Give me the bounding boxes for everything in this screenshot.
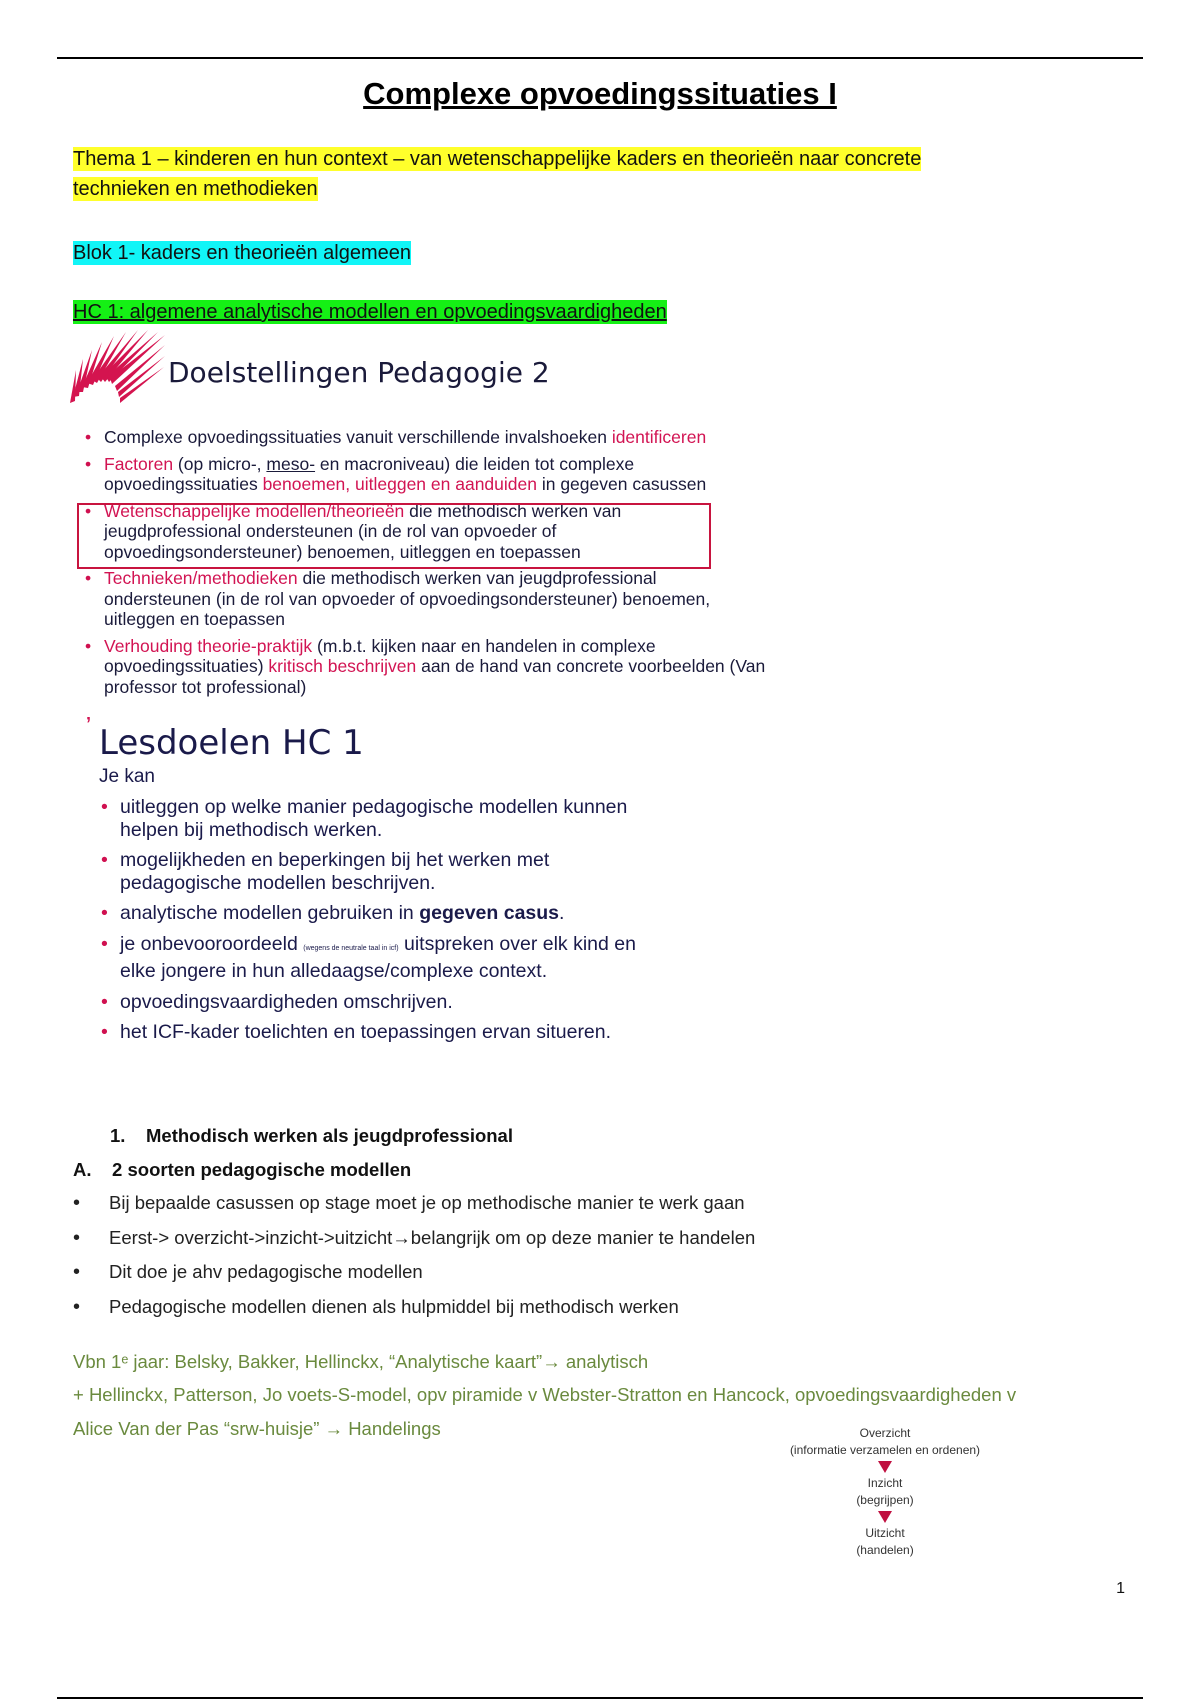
slide2-title: Lesdoelen HC 1 [99,723,364,763]
list-item: • Bij bepaalde casussen op stage moet je op methodische manier te werk gaan [73,1192,1073,1227]
list-item [82,636,774,698]
item-text: uitspreken over elk kind en elke jongere in hun alledaagse/complexe context. [120,932,636,982]
item-keyword: Verhouding theorie-praktijk [104,635,313,656]
examples-line-3: Alice Van der Pas “srw-huisje” → Handelings [73,1418,441,1439]
item-text: en macroniveau) die leiden tot complexe opvoedingssituaties [104,453,635,494]
item-text: Complexe opvoedingssituaties vanuit verschillende invalshoeken [104,427,612,447]
examples-line-2: + Hellinckx, Patterson, Jo voets-S-model, opv piramide v Webster-Stratton en Hancock, opvoedingsvaardigheden v [73,1384,1017,1405]
list-item: • opvoedingsvaardigheden omschrijven. [99,991,659,1014]
list-item [82,568,764,630]
item-keyword: identificeren [611,427,707,447]
section-heading-a: A. 2 soorten pedagogische modellen [73,1159,412,1180]
thema-line-1: Thema 1 – kinderen en hun context – van wetenschappelijke kaders en theorieën naar concrete [73,148,922,170]
item-text: meso- [266,453,316,474]
diagram-step-overzicht: Overzicht [859,1426,911,1440]
thema-heading [73,144,921,204]
item-bold: gegeven casus [419,902,560,924]
highlight-box [77,500,711,569]
item-text: in gegeven casussen [536,474,707,494]
item-keyword: Technieken/methodieken [104,568,298,588]
section-heading-1: 1. Methodisch werken als jeugdprofessional [110,1125,513,1146]
item-text: . [559,902,565,924]
item-text: analytische modellen gebruiken in [120,902,420,924]
bottom-rule [57,1697,1143,1699]
diagram-step-inzicht-sub: (begrijpen) [856,1493,914,1507]
diagram-step-uitzicht: Uitzicht [865,1526,905,1540]
list-item: • het ICF-kader toelichten en toepassingen ervan situeren. [99,1021,659,1044]
list-item: • Pedagogische modellen dienen als hulpmiddel bij methodisch werken [73,1296,1073,1331]
bullet-list [73,1192,1073,1330]
hc-heading [73,297,667,327]
top-rule [57,57,1143,59]
list-item: • uitleggen op welke manier pedagogische modellen kunnen helpen bij methodisch werken. [99,796,659,841]
item-keyword: kritisch beschrijven [268,656,417,676]
diagram-step-overzicht-sub: (informatie verzamelen en ordenen) [789,1443,981,1457]
list-item [82,427,782,448]
item-note: (wegens de neutrale taal in icf) [303,944,399,952]
list-item: • mogelijkheden en beperkingen bij het werken met pedagogische modellen beschrijven. [99,849,659,894]
item-text: die methodisch werken van jeugdprofessional ondersteunen (in de rol van opvoeder of opvoedingsondersteuner) benoemen, uitleggen en toepassen [104,500,622,562]
slide1-title: Doelstellingen Pedagogie 2 [168,356,550,389]
thema-line-2: technieken en methodieken [73,178,318,200]
arrow-down-icon [878,1511,892,1523]
blok-text: Blok 1- kaders en theorieën algemeen [73,242,411,264]
item-text: (op micro-, [173,453,267,474]
list-item: • Dit doe je ahv pedagogische modellen [73,1261,1073,1296]
item-keyword: Factoren [104,453,174,474]
slide2-mark: ’ [86,714,92,734]
item-text: je onbevooroordeeld [120,932,304,955]
hc-text: HC 1: algemene analytische modellen en opvoedingsvaardigheden [73,301,667,323]
flow-diagram [770,1425,1000,1559]
slide2-subtitle: Je kan [99,766,155,787]
list-item [82,454,782,495]
item-text: aan de hand van concrete voorbeelden (Van professor tot professional) [104,656,766,697]
item-text: (m.b.t. kijken naar en handelen in complexe opvoedingssituaties) [104,635,656,676]
blok-heading [73,238,411,268]
slide2-goals-list [99,796,659,1052]
diagram-step-uitzicht-sub: (handelen) [856,1543,914,1557]
page-number: 1 [1116,1580,1125,1597]
examples-line-1: Vbn 1ᵉ jaar: Belsky, Bakker, Hellinckx, “Analytische kaart”→ analytisch [73,1351,649,1372]
diagram-step-inzicht: Inzicht [867,1476,903,1490]
list-item: • Eerst-> overzicht->inzicht->uitzicht→belangrijk om op deze manier te handelen [73,1227,1073,1262]
item-keyword: Wetenschappelijke modellen/theorieën [104,500,405,521]
list-item [99,933,659,983]
arrow-down-icon [878,1461,892,1473]
item-keyword: benoemen, uitleggen en aanduiden [262,474,537,494]
sunburst-logo-icon [70,330,165,416]
page-title: Complexe opvoedingssituaties I [363,76,837,111]
list-item [99,902,659,925]
item-text: die methodisch werken van jeugdprofessional ondersteunen (in de rol van opvoeder of opvoedingsondersteuner) benoemen, uitleggen en toepassen [104,568,711,629]
